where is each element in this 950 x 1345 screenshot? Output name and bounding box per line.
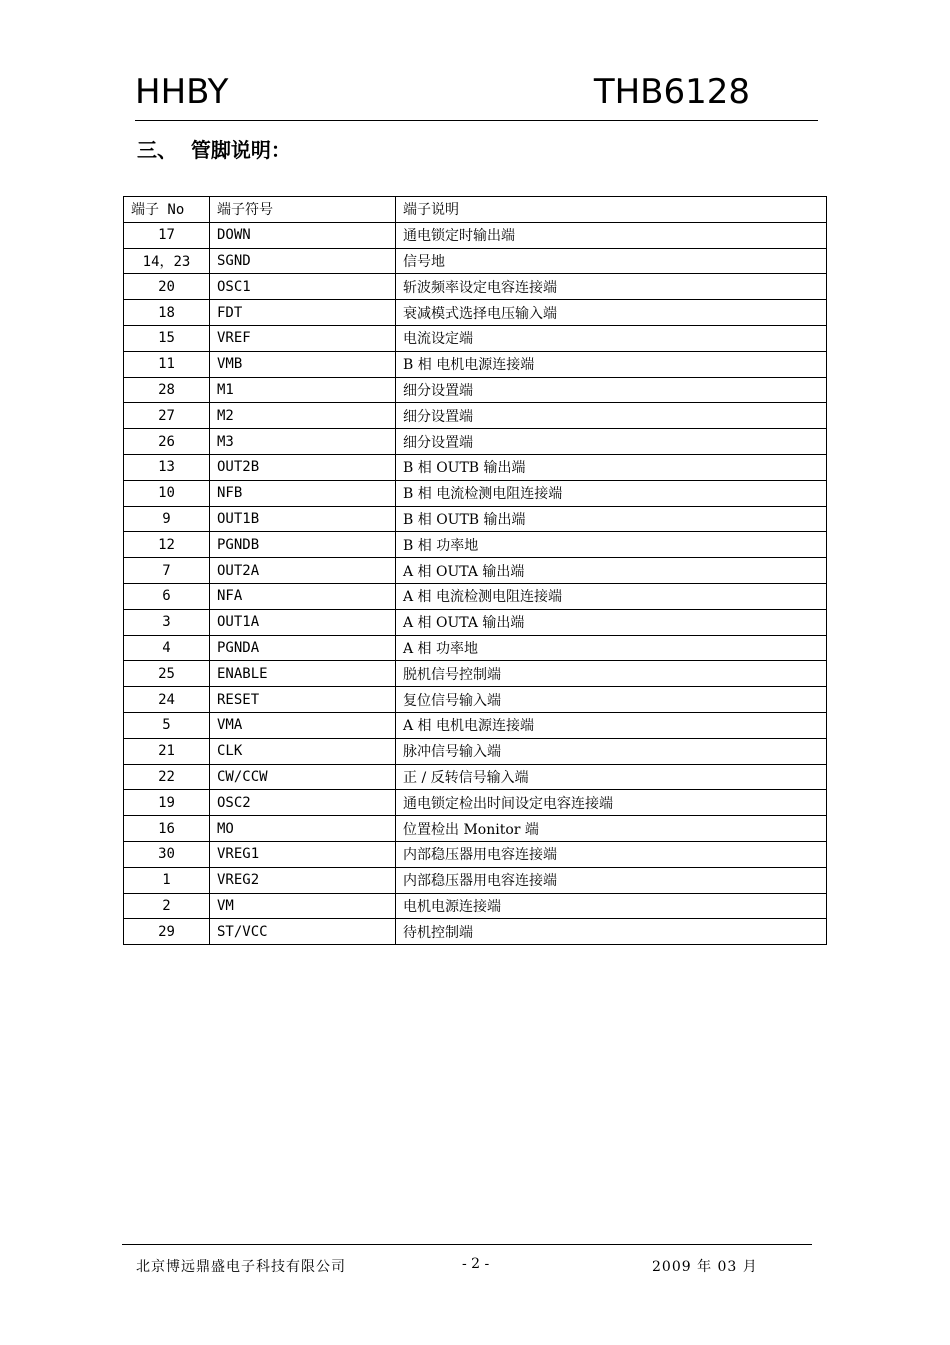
pin-symbol-cell: ENABLE xyxy=(210,661,396,687)
page-footer xyxy=(122,1244,812,1285)
table-row xyxy=(124,841,827,867)
pin-number-cell: 15 xyxy=(124,325,210,351)
table-row xyxy=(124,635,827,661)
page-number: - 2 - xyxy=(462,1256,490,1272)
pin-number-cell: 12 xyxy=(124,532,210,558)
page-header xyxy=(135,70,818,121)
pin-description-cell: 内部稳压器用电容连接端 xyxy=(396,867,827,893)
pin-description-cell: 电流设定端 xyxy=(396,325,827,351)
section-title: 三、 管脚说明： xyxy=(137,138,291,162)
pin-description-cell: B 相 电机电源连接端 xyxy=(396,351,827,377)
pin-description-cell: A 相 OUTA 输出端 xyxy=(396,609,827,635)
table-row xyxy=(124,325,827,351)
table-row xyxy=(124,738,827,764)
table-row xyxy=(124,274,827,300)
pin-number-cell: 11 xyxy=(124,351,210,377)
header-pin-no: 端子 No xyxy=(124,197,210,223)
pin-number-cell: 25 xyxy=(124,661,210,687)
pin-symbol-cell: SGND xyxy=(210,248,396,274)
pin-description-cell: B 相 OUTB 输出端 xyxy=(396,506,827,532)
product-model: THB6128 xyxy=(593,72,750,112)
pin-symbol-cell: VREG2 xyxy=(210,867,396,893)
table-row xyxy=(124,429,827,455)
pin-description-cell: 脱机信号控制端 xyxy=(396,661,827,687)
pin-number-cell: 7 xyxy=(124,558,210,584)
pin-description-cell: 信号地 xyxy=(396,248,827,274)
pin-number-cell: 4 xyxy=(124,635,210,661)
pin-number-cell: 26 xyxy=(124,429,210,455)
table-row xyxy=(124,583,827,609)
table-row xyxy=(124,532,827,558)
table-row xyxy=(124,867,827,893)
pin-description-table xyxy=(123,196,827,945)
pin-symbol-cell: OUT1A xyxy=(210,609,396,635)
table-row xyxy=(124,919,827,945)
pin-symbol-cell: ST/VCC xyxy=(210,919,396,945)
pin-number-cell: 29 xyxy=(124,919,210,945)
table-row xyxy=(124,790,827,816)
pin-symbol-cell: M1 xyxy=(210,377,396,403)
table-row xyxy=(124,248,827,274)
table-row xyxy=(124,687,827,713)
footer-company: 北京博远鼎盛电子科技有限公司 xyxy=(136,1259,346,1275)
pin-description-cell: 通电锁定时输出端 xyxy=(396,222,827,248)
pin-number-cell: 16 xyxy=(124,816,210,842)
table-row xyxy=(124,300,827,326)
pin-symbol-cell: M3 xyxy=(210,429,396,455)
pin-description-cell: A 相 电机电源连接端 xyxy=(396,712,827,738)
table-row xyxy=(124,454,827,480)
pin-description-cell: B 相 OUTB 输出端 xyxy=(396,454,827,480)
pin-description-cell: 内部稳压器用电容连接端 xyxy=(396,841,827,867)
table-row xyxy=(124,351,827,377)
pin-description-cell: 待机控制端 xyxy=(396,919,827,945)
pin-number-cell: 1 xyxy=(124,867,210,893)
pin-description-cell: 斩波频率设定电容连接端 xyxy=(396,274,827,300)
pin-symbol-cell: VMA xyxy=(210,712,396,738)
pin-description-cell: 复位信号输入端 xyxy=(396,687,827,713)
pin-number-cell: 28 xyxy=(124,377,210,403)
table-row xyxy=(124,403,827,429)
pin-number-cell: 3 xyxy=(124,609,210,635)
pin-symbol-cell: RESET xyxy=(210,687,396,713)
header-pin-symbol: 端子符号 xyxy=(210,197,396,223)
pin-description-cell: A 相 功率地 xyxy=(396,635,827,661)
pin-description-cell: A 相 OUTA 输出端 xyxy=(396,558,827,584)
pin-description-cell: 电机电源连接端 xyxy=(396,893,827,919)
pin-number-cell: 13 xyxy=(124,454,210,480)
pin-number-cell: 24 xyxy=(124,687,210,713)
pin-number-cell: 22 xyxy=(124,764,210,790)
pin-number-cell: 17 xyxy=(124,222,210,248)
pin-symbol-cell: VREF xyxy=(210,325,396,351)
pin-number-cell: 20 xyxy=(124,274,210,300)
pin-number-cell: 14，23 xyxy=(124,248,210,274)
pin-symbol-cell: VM xyxy=(210,893,396,919)
pin-symbol-cell: VREG1 xyxy=(210,841,396,867)
pin-symbol-cell: OUT2A xyxy=(210,558,396,584)
pin-symbol-cell: CLK xyxy=(210,738,396,764)
pin-description-cell: B 相 电流检测电阻连接端 xyxy=(396,480,827,506)
pin-description-cell: 细分设置端 xyxy=(396,377,827,403)
table-row xyxy=(124,222,827,248)
pin-symbol-cell: NFB xyxy=(210,480,396,506)
table-header-row xyxy=(124,197,827,223)
pin-symbol-cell: PGNDA xyxy=(210,635,396,661)
pin-number-cell: 19 xyxy=(124,790,210,816)
pin-description-cell: 正 / 反转信号输入端 xyxy=(396,764,827,790)
pin-number-cell: 27 xyxy=(124,403,210,429)
pin-description-cell: 脉冲信号输入端 xyxy=(396,738,827,764)
table-row xyxy=(124,506,827,532)
table-row xyxy=(124,480,827,506)
pin-number-cell: 18 xyxy=(124,300,210,326)
table-row xyxy=(124,558,827,584)
table-row xyxy=(124,893,827,919)
pin-description-cell: 衰减模式选择电压输入端 xyxy=(396,300,827,326)
pin-description-cell: 通电锁定检出时间设定电容连接端 xyxy=(396,790,827,816)
table-row xyxy=(124,609,827,635)
pin-symbol-cell: DOWN xyxy=(210,222,396,248)
table-row xyxy=(124,712,827,738)
pin-description-cell: B 相 功率地 xyxy=(396,532,827,558)
pin-number-cell: 21 xyxy=(124,738,210,764)
table-row xyxy=(124,661,827,687)
pin-description-cell: A 相 电流检测电阻连接端 xyxy=(396,583,827,609)
pin-symbol-cell: OSC2 xyxy=(210,790,396,816)
pin-symbol-cell: VMB xyxy=(210,351,396,377)
pin-number-cell: 10 xyxy=(124,480,210,506)
pin-description-cell: 位置检出 Monitor 端 xyxy=(396,816,827,842)
pin-number-cell: 2 xyxy=(124,893,210,919)
pin-symbol-cell: CW/CCW xyxy=(210,764,396,790)
pin-symbol-cell: PGNDB xyxy=(210,532,396,558)
pin-symbol-cell: M2 xyxy=(210,403,396,429)
pin-symbol-cell: OUT1B xyxy=(210,506,396,532)
pin-symbol-cell: OSC1 xyxy=(210,274,396,300)
header-pin-description: 端子说明 xyxy=(396,197,827,223)
pin-number-cell: 30 xyxy=(124,841,210,867)
footer-date: 2009 年 03 月 xyxy=(652,1259,758,1275)
pin-number-cell: 6 xyxy=(124,583,210,609)
table-row xyxy=(124,816,827,842)
pin-symbol-cell: MO xyxy=(210,816,396,842)
pin-description-cell: 细分设置端 xyxy=(396,403,827,429)
brand-name: HHBY xyxy=(135,72,229,112)
pin-number-cell: 9 xyxy=(124,506,210,532)
pin-symbol-cell: OUT2B xyxy=(210,454,396,480)
pin-symbol-cell: NFA xyxy=(210,583,396,609)
pin-description-cell: 细分设置端 xyxy=(396,429,827,455)
table-row xyxy=(124,377,827,403)
pin-number-cell: 5 xyxy=(124,712,210,738)
pin-symbol-cell: FDT xyxy=(210,300,396,326)
table-row xyxy=(124,764,827,790)
